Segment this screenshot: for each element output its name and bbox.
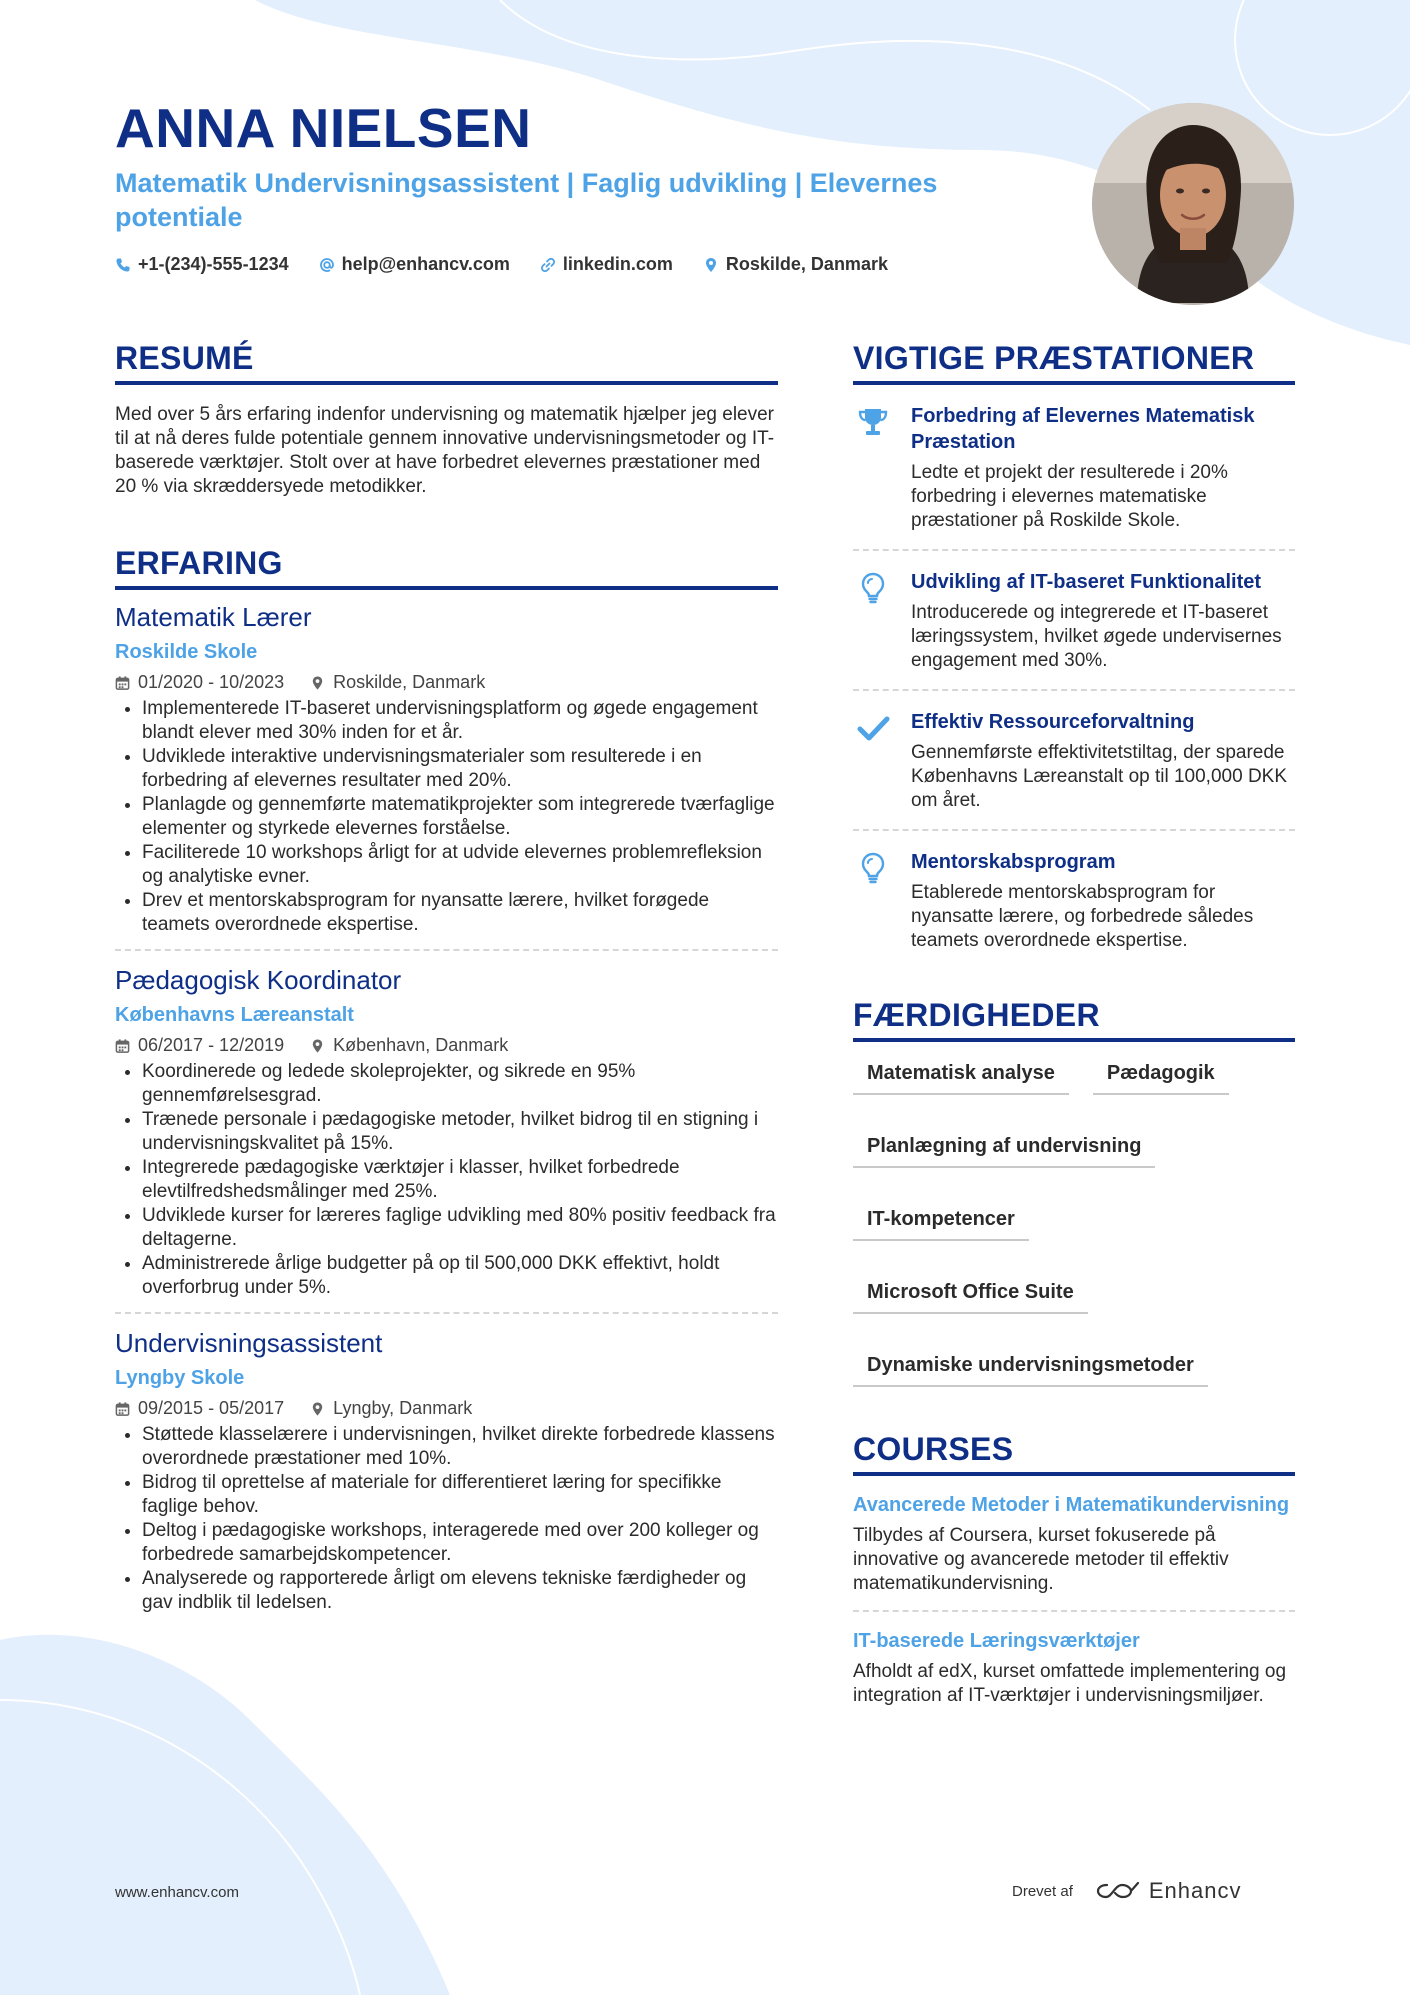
job-bullet: • Udviklede interaktive undervisningsmaterialer som resulterede i en forbedring af elevernes resultater med 20%. — [142, 745, 778, 793]
phone-icon — [115, 257, 131, 273]
job-title: Undervisningsassistent — [115, 1328, 383, 1358]
job-bullet: • Analyserede og rapporterede årligt om elevens tekniske færdigheder og gav indblik til ledelsen. — [142, 1567, 778, 1615]
headline: Matematik Undervisningsassistent | Faglig udvikling | Elevernes potentiale — [115, 168, 938, 232]
course-list — [853, 1476, 1295, 1722]
job-bullet: • Administrerede årlige budgetter på op til 500,000 DKK effektivt, holdt overforbrug under 5%. — [142, 1252, 778, 1300]
job-bullet: • Koordinerede og ledede skoleprojekter, og sikrede en 95% gennemførelsesgrad. — [142, 1060, 778, 1108]
phone-text: +1-(234)-555-1234 — [138, 254, 289, 274]
achievement-title: Effektiv Ressourceforvaltning — [911, 711, 1195, 733]
job-bullet: • Planlagde og gennemførte matematikprojekter som integrerede tværfaglige elementer og styrkede elevernes forståelse. — [142, 793, 778, 841]
job-bullet: • Drev et mentorskabsprogram for nyansatte lærere, hvilket forøgede teamets overordnede ekspertise. — [142, 889, 778, 937]
course-title: IT-baserede Læringsværktøjer — [853, 1630, 1140, 1652]
footer-website[interactable]: www.enhancv.com — [115, 1884, 239, 1901]
job-location — [310, 1035, 508, 1056]
courses-section — [853, 1431, 1295, 1722]
course-description: Afholdt af edX, kurset omfattede implementering og integration af IT-værktøjer i undervisningsmiljøer. — [853, 1661, 1287, 1706]
achievement-body — [911, 849, 1295, 953]
achievement-body — [911, 403, 1295, 533]
job-location — [310, 672, 485, 693]
achievement-item — [853, 551, 1295, 691]
job-bullets — [115, 1060, 778, 1300]
checkmark-icon — [853, 709, 893, 813]
lightbulb-icon — [853, 569, 893, 673]
contact-phone[interactable] — [115, 254, 289, 275]
lightbulb-icon — [853, 849, 893, 953]
course-item — [853, 1476, 1295, 1610]
achievement-item — [853, 691, 1295, 831]
skill-tag: Planlægning af undervisning — [853, 1135, 1155, 1168]
job-dates — [115, 1398, 284, 1419]
job-dates-text: 09/2015 - 05/2017 — [138, 1398, 285, 1418]
skills-heading: FÆRDIGHEDER — [853, 997, 1295, 1042]
experience-section — [115, 545, 778, 1627]
footer-branding — [1012, 1878, 1241, 1904]
job-location-text: Lyngby, Danmark — [333, 1398, 473, 1418]
achievement-item — [853, 385, 1295, 551]
job-bullets — [115, 697, 778, 937]
skill-list — [853, 1062, 1295, 1387]
enhancv-logo-text: Enhancv — [1148, 1878, 1242, 1903]
enhancv-logo[interactable] — [1095, 1878, 1242, 1904]
location-pin-icon — [310, 675, 325, 691]
at-icon — [319, 257, 335, 273]
job-dates — [115, 1035, 284, 1056]
job-bullet: • Trænede personale i pædagogiske metoder, hvilket bidrog til en stigning i undervisningskvalitet på 15%. — [142, 1108, 778, 1156]
job-dates — [115, 672, 284, 693]
email-text: help@enhancv.com — [341, 254, 510, 274]
achievement-title: Udvikling af IT-baseret Funktionalitet — [911, 571, 1262, 593]
achievement-item — [853, 831, 1295, 969]
location-pin-icon — [310, 1401, 325, 1417]
achievement-description: Introducerede og integrerede et IT-baseret læringssystem, hvilket øgede undervisernes engagement med 30%. — [911, 602, 1282, 671]
job-bullet: • Udviklede kurser for læreres faglige udvikling med 80% positiv feedback fra deltagerne. — [142, 1204, 778, 1252]
job-dates-text: 01/2020 - 10/2023 — [138, 672, 285, 692]
job-bullet: • Bidrog til oprettelse af materiale for differentieret læring for specifikke faglige behov. — [142, 1471, 778, 1519]
location-pin-icon — [310, 1038, 325, 1054]
summary-text: Med over 5 års erfaring indenfor undervisning og matematik hjælper jeg elever til at nå deres fulde potentiale gennem innovative undervisningsmetoder og IT-baserede værktøjer. Stolt over at have forbedret elevernes præstationer med 20 % via skræddersyede metodikker. — [115, 404, 775, 497]
course-item — [853, 1610, 1295, 1722]
company-name: Københavns Læreanstalt — [115, 1004, 354, 1026]
job-dates-text: 06/2017 - 12/2019 — [138, 1035, 285, 1055]
left-column — [115, 340, 778, 1627]
link-icon — [540, 257, 556, 273]
job-entry — [115, 602, 778, 949]
course-title: Avancerede Metoder i Matematikundervisning — [853, 1494, 1290, 1516]
job-entry — [115, 949, 778, 1312]
calendar-icon — [115, 675, 130, 691]
achievement-body — [911, 569, 1295, 673]
courses-heading: COURSES — [853, 1431, 1295, 1476]
achievement-body — [911, 709, 1295, 813]
job-meta — [115, 1398, 778, 1419]
achievement-list — [853, 385, 1295, 969]
linkedin-text: linkedin.com — [562, 254, 673, 274]
job-bullet: • Faciliterede 10 workshops årligt for at udvide elevernes problemrefleksion og analytiske evner. — [142, 841, 778, 889]
avatar-illustration — [1092, 103, 1294, 305]
skills-section — [853, 997, 1295, 1387]
achievement-title: Forbedring af Elevernes Matematisk Præstation — [911, 405, 1255, 453]
right-column — [853, 340, 1295, 1722]
achievement-description: Etablerede mentorskabsprogram for nyansatte lærere, og forbedrede således teamets overordnede ekspertise. — [911, 882, 1254, 951]
company-name: Lyngby Skole — [115, 1367, 245, 1389]
job-list — [115, 602, 778, 1627]
calendar-icon — [115, 1401, 130, 1417]
job-title: Matematik Lærer — [115, 602, 312, 632]
job-entry — [115, 1312, 778, 1627]
job-location — [310, 1398, 472, 1419]
skill-tag: Matematisk analyse — [853, 1062, 1069, 1095]
job-bullet: • Støttede klasselærere i undervisningen, hvilket direkte forbedrede klassens overordnede præstationer med 10%. — [142, 1423, 778, 1471]
job-bullets — [115, 1423, 778, 1615]
job-location-text: København, Danmark — [333, 1035, 509, 1055]
candidate-name: ANNA NIELSEN — [115, 97, 532, 159]
achievements-heading: VIGTIGE PRÆSTATIONER — [853, 340, 1295, 385]
contact-email[interactable] — [319, 254, 510, 275]
achievement-title: Mentorskabsprogram — [911, 851, 1116, 873]
skill-tag: Microsoft Office Suite — [853, 1281, 1088, 1314]
experience-heading: ERFARING — [115, 545, 778, 590]
calendar-icon — [115, 1038, 130, 1054]
skill-tag: Dynamiske undervisningsmetoder — [853, 1354, 1208, 1387]
location-text: Roskilde, Danmark — [725, 254, 888, 274]
job-location-text: Roskilde, Danmark — [333, 672, 486, 692]
company-name: Roskilde Skole — [115, 641, 258, 663]
job-meta — [115, 1035, 778, 1056]
achievement-description: Gennemførste effektivitetstiltag, der sparede Københavns Læreanstalt op til 100,000 DKK om året. — [911, 742, 1288, 811]
summary-heading: RESUMÉ — [115, 340, 778, 385]
enhancv-logo-icon — [1095, 1879, 1141, 1903]
skill-tag: Pædagogik — [1093, 1062, 1229, 1095]
skill-tag: IT-kompetencer — [853, 1208, 1029, 1241]
powered-by-text: Drevet af — [1012, 1882, 1073, 1900]
job-bullet: • Integrerede pædagogiske værktøjer i klasser, hvilket forbedrede elevtilfredshedsmålinger med 25%. — [142, 1156, 778, 1204]
location-pin-icon — [703, 257, 719, 273]
summary-section — [115, 340, 778, 499]
course-description: Tilbydes af Coursera, kurset fokuserede på innovative og avancerede metoder til effektiv matematikundervisning. — [853, 1525, 1229, 1594]
job-meta — [115, 672, 778, 693]
contact-location — [703, 254, 888, 275]
trophy-icon — [853, 403, 893, 533]
job-bullet: • Deltog i pædagogiske workshops, interagerede med over 200 kolleger og forbedrede samarbejdskompetencer. — [142, 1519, 778, 1567]
achievement-description: Ledte et projekt der resulterede i 20% forbedring i elevernes matematiske præstationer på Roskilde Skole. — [911, 462, 1228, 531]
achievements-section — [853, 340, 1295, 969]
profile-photo — [1092, 103, 1294, 305]
contact-linkedin[interactable] — [540, 254, 673, 275]
contact-bar — [115, 254, 888, 275]
job-title: Pædagogisk Koordinator — [115, 965, 402, 995]
job-bullet: • Implementerede IT-baseret undervisningsplatform og øgede engagement blandt elever med 30% inden for et år. — [142, 697, 778, 745]
